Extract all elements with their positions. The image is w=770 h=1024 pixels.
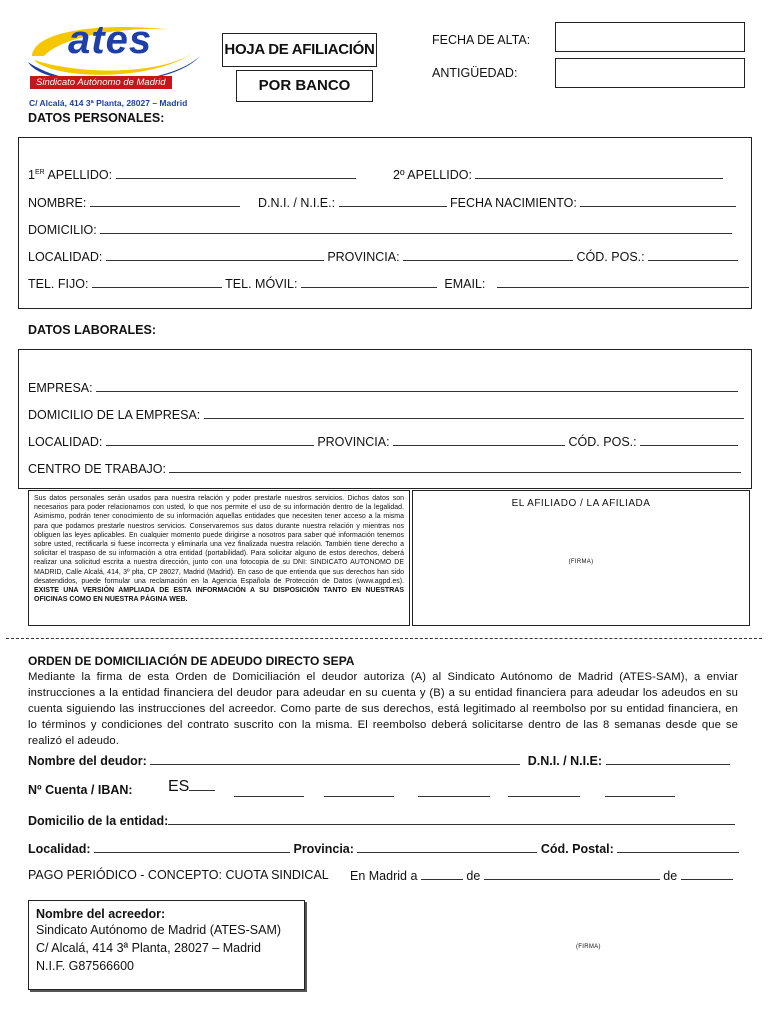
domicilio-field[interactable] [100, 222, 732, 234]
anio-field[interactable] [681, 868, 733, 880]
cp-empresa-field[interactable] [640, 434, 738, 446]
acreedor-line-2: C/ Alcalá, 414 3ª Planta, 28027 – Madrid [36, 941, 261, 955]
de2-label: de [663, 869, 678, 883]
row-iban [28, 783, 133, 797]
iban-block-2[interactable] [234, 785, 304, 797]
localidad-empresa-field[interactable] [106, 434, 314, 446]
ates-logo [24, 16, 204, 98]
tel-fijo-label: TEL. FIJO: [28, 277, 89, 291]
acreedor-line-3: N.I.F. G87566600 [36, 959, 134, 973]
iban-block-4[interactable] [418, 785, 490, 797]
mes-field[interactable] [484, 868, 660, 880]
signature-box-afiliado[interactable] [412, 490, 750, 626]
cp-sepa-field[interactable] [617, 841, 739, 853]
domicilio-empresa-label: DOMICILIO DE LA EMPRESA: [28, 408, 201, 422]
fecha-alta-field[interactable] [555, 22, 745, 52]
localidad-empresa-label: LOCALIDAD: [28, 435, 103, 449]
row-centro [28, 461, 741, 476]
row-telefonos [28, 276, 749, 291]
domicilio-label: DOMICILIO: [28, 223, 97, 237]
section-title-laboral: DATOS LABORALES: [28, 323, 157, 337]
tel-movil-label: TEL. MÓVIL: [225, 277, 298, 291]
row-localidad [28, 249, 738, 264]
iban-block-1[interactable] [189, 779, 215, 791]
empresa-label: EMPRESA: [28, 381, 93, 395]
firma-deudor-label: (FIRMA) [576, 944, 601, 950]
row-localidad-empresa [28, 434, 738, 449]
nombre-deudor-label: Nombre del deudor: [28, 754, 147, 768]
pago-label: PAGO PERIÓDICO - CONCEPTO: CUOTA SINDICAL [28, 868, 329, 882]
firma-label: (FIRMA) [568, 559, 594, 565]
apellido1-field[interactable] [116, 167, 356, 179]
cp-label: CÓD. POS.: [576, 250, 645, 264]
antiguedad-label: ANTIGÜEDAD: [432, 66, 518, 80]
provincia-sepa-label: Provincia: [293, 842, 354, 856]
row-nombre [28, 195, 240, 210]
domicilio-empresa-field[interactable] [204, 407, 744, 419]
en-madrid-label: En Madrid a [350, 869, 418, 883]
provincia-empresa-label: PROVINCIA: [317, 435, 390, 449]
logo-subtitle: Sindicato Autónomo de Madrid [30, 76, 172, 89]
page-subtitle: POR BANCO [258, 77, 351, 94]
dni-deudor-field[interactable] [606, 753, 730, 765]
tel-movil-field[interactable] [301, 276, 437, 288]
row-domicilio [28, 222, 732, 237]
acreedor-title: Nombre del acreedor: [36, 907, 166, 921]
fecha-alta-label: FECHA DE ALTA: [432, 33, 531, 47]
privacy-text: Sus datos personales serán usados para nuestra relación y poder prestarle nuestros servicios. Dichos datos son necesarios para poder relacionarnos con usted, lo que nos permite el uso de su información dentro de la legalidad. Asimismo, podrán tener conocimiento de su información aquellas entidades que necesiten tener acceso a la misma para que podamos prestarle nuestros servicios. Conservaremos sus datos durante nuestra relación y mientras nos obliguen las leyes aplicables. En cualquier momento puede dirigirse a nosotros para saber qué información tenemos sobre usted, rectificarla si fuese incorrecta y eliminarla una vez finalizada nuestra relación. También tiene derecho a solicitar el traspaso de su información a otra entidad (portabilidad). Para solicitar alguno de estos derechos, deberá realizar una solicitud escrita a nuestra dirección, junto con una fotocopia de su DNI: SINDICATO AUTONOMO DE MADRID, Calle Alcalá, 414, 3º plta, CP 28027, Madrid (Madrid). En caso de que entienda que sus derechos han sido desatendidos, puede formular una reclamación en la Agencia Española de Protección de Datos (www.agpd.es). EXISTE UNA VERSIÓN AMPLIADA DE ESTA INFORMACIÓN A SU DISPOSICIÓN TANTO EN NUESTRAS OFICINAS COMO EN NUESTRA PÁGINA WEB. [34, 495, 404, 604]
cut-line [6, 638, 762, 639]
tel-fijo-field[interactable] [92, 276, 222, 288]
centro-field[interactable] [169, 461, 741, 473]
afiliado-title: EL AFILIADO / LA AFILIADA [511, 498, 651, 509]
nombre-deudor-field[interactable] [150, 753, 520, 765]
row-dni [258, 195, 447, 210]
localidad-field[interactable] [106, 249, 324, 261]
centro-label: CENTRO DE TRABAJO: [28, 462, 166, 476]
privacy-box [28, 490, 410, 626]
row-localidad-sepa [28, 841, 739, 856]
logo-address: C/ Alcalá, 414 3ª Planta, 28027 – Madrid [29, 98, 188, 108]
cp-empresa-label: CÓD. POS.: [568, 435, 637, 449]
sepa-text: Mediante la firma de esta Orden de Domiciliación el deudor autoriza (A) al Sindicato Autónomo de Madrid (ATES-SAM), a enviar instrucciones a la entidad financiera del deudor para adeudar en su cuenta y (B) a su entidad financiera para adeudar los adeudos en su cuenta siguiendo las instrucciones del acreedor. Como parte de sus derechos, está legitimado al reembolso por su entidad financiera, en lo términos y condiciones del contrato suscrito con la misma. El reembolso deberá solicitarse dentro de las 8 semanas desde que se realizó el adeudo. [28, 671, 738, 747]
row-pago [28, 868, 329, 882]
fecha-nac-field[interactable] [580, 195, 736, 207]
sepa-title: ORDEN DE DOMICILIACIÓN DE ADEUDO DIRECTO SEPA [28, 654, 355, 668]
dni-deudor-label: D.N.I. / N.I.E: [527, 754, 603, 768]
localidad-label: LOCALIDAD: [28, 250, 103, 264]
cp-field[interactable] [648, 249, 738, 261]
row-apellido2 [393, 167, 723, 182]
iban-block-6[interactable] [605, 785, 675, 797]
iban-block-3[interactable] [324, 785, 394, 797]
page-title: HOJA DE AFILIACIÓN [224, 41, 375, 58]
iban-prefix: ES [168, 778, 190, 795]
localidad-sepa-label: Localidad: [28, 842, 91, 856]
title-box [222, 33, 377, 67]
row-nombre-deudor [28, 753, 730, 768]
localidad-sepa-field[interactable] [94, 841, 290, 853]
row-empresa [28, 380, 738, 395]
email-field[interactable] [497, 276, 749, 288]
empresa-field[interactable] [96, 380, 738, 392]
row-domicilio-empresa [28, 407, 744, 422]
subtitle-box [236, 70, 373, 102]
iban-prefix-group [168, 778, 215, 796]
apellido2-label: 2º APELLIDO: [393, 168, 472, 182]
domicilio-entidad-field[interactable] [168, 813, 735, 825]
cp-sepa-label: Cód. Postal: [540, 842, 614, 856]
provincia-empresa-field[interactable] [393, 434, 565, 446]
row-apellidos [28, 167, 356, 182]
provincia-sepa-field[interactable] [357, 841, 537, 853]
provincia-field[interactable] [403, 249, 573, 261]
provincia-label: PROVINCIA: [327, 250, 400, 264]
row-fecha-firma [350, 868, 733, 883]
iban-block-5[interactable] [508, 785, 580, 797]
dni-field[interactable] [339, 195, 447, 207]
apellido1-label: 1ER APELLIDO: [28, 168, 113, 182]
acreedor-box [28, 900, 305, 990]
fecha-nac-label: FECHA NACIMIENTO: [450, 196, 577, 210]
nombre-label: NOMBRE: [28, 196, 87, 210]
section-title-personal: DATOS PERSONALES: [28, 111, 165, 125]
acreedor-line-1: Sindicato Autónomo de Madrid (ATES-SAM) [36, 923, 282, 937]
row-fecha-nac [450, 195, 736, 210]
domicilio-entidad-label: Domicilio de la entidad: [28, 814, 169, 828]
email-label: EMAIL: [444, 277, 486, 291]
antiguedad-field[interactable] [555, 58, 745, 88]
dni-label: D.N.I. / N.I.E.: [258, 196, 336, 210]
apellido2-field[interactable] [475, 167, 723, 179]
iban-label: Nº Cuenta / IBAN: [28, 783, 133, 797]
logo-wordmark: ates [68, 18, 153, 62]
de1-label: de [466, 869, 481, 883]
row-domicilio-entidad [28, 813, 735, 828]
dia-field[interactable] [421, 868, 463, 880]
nombre-field[interactable] [90, 195, 240, 207]
